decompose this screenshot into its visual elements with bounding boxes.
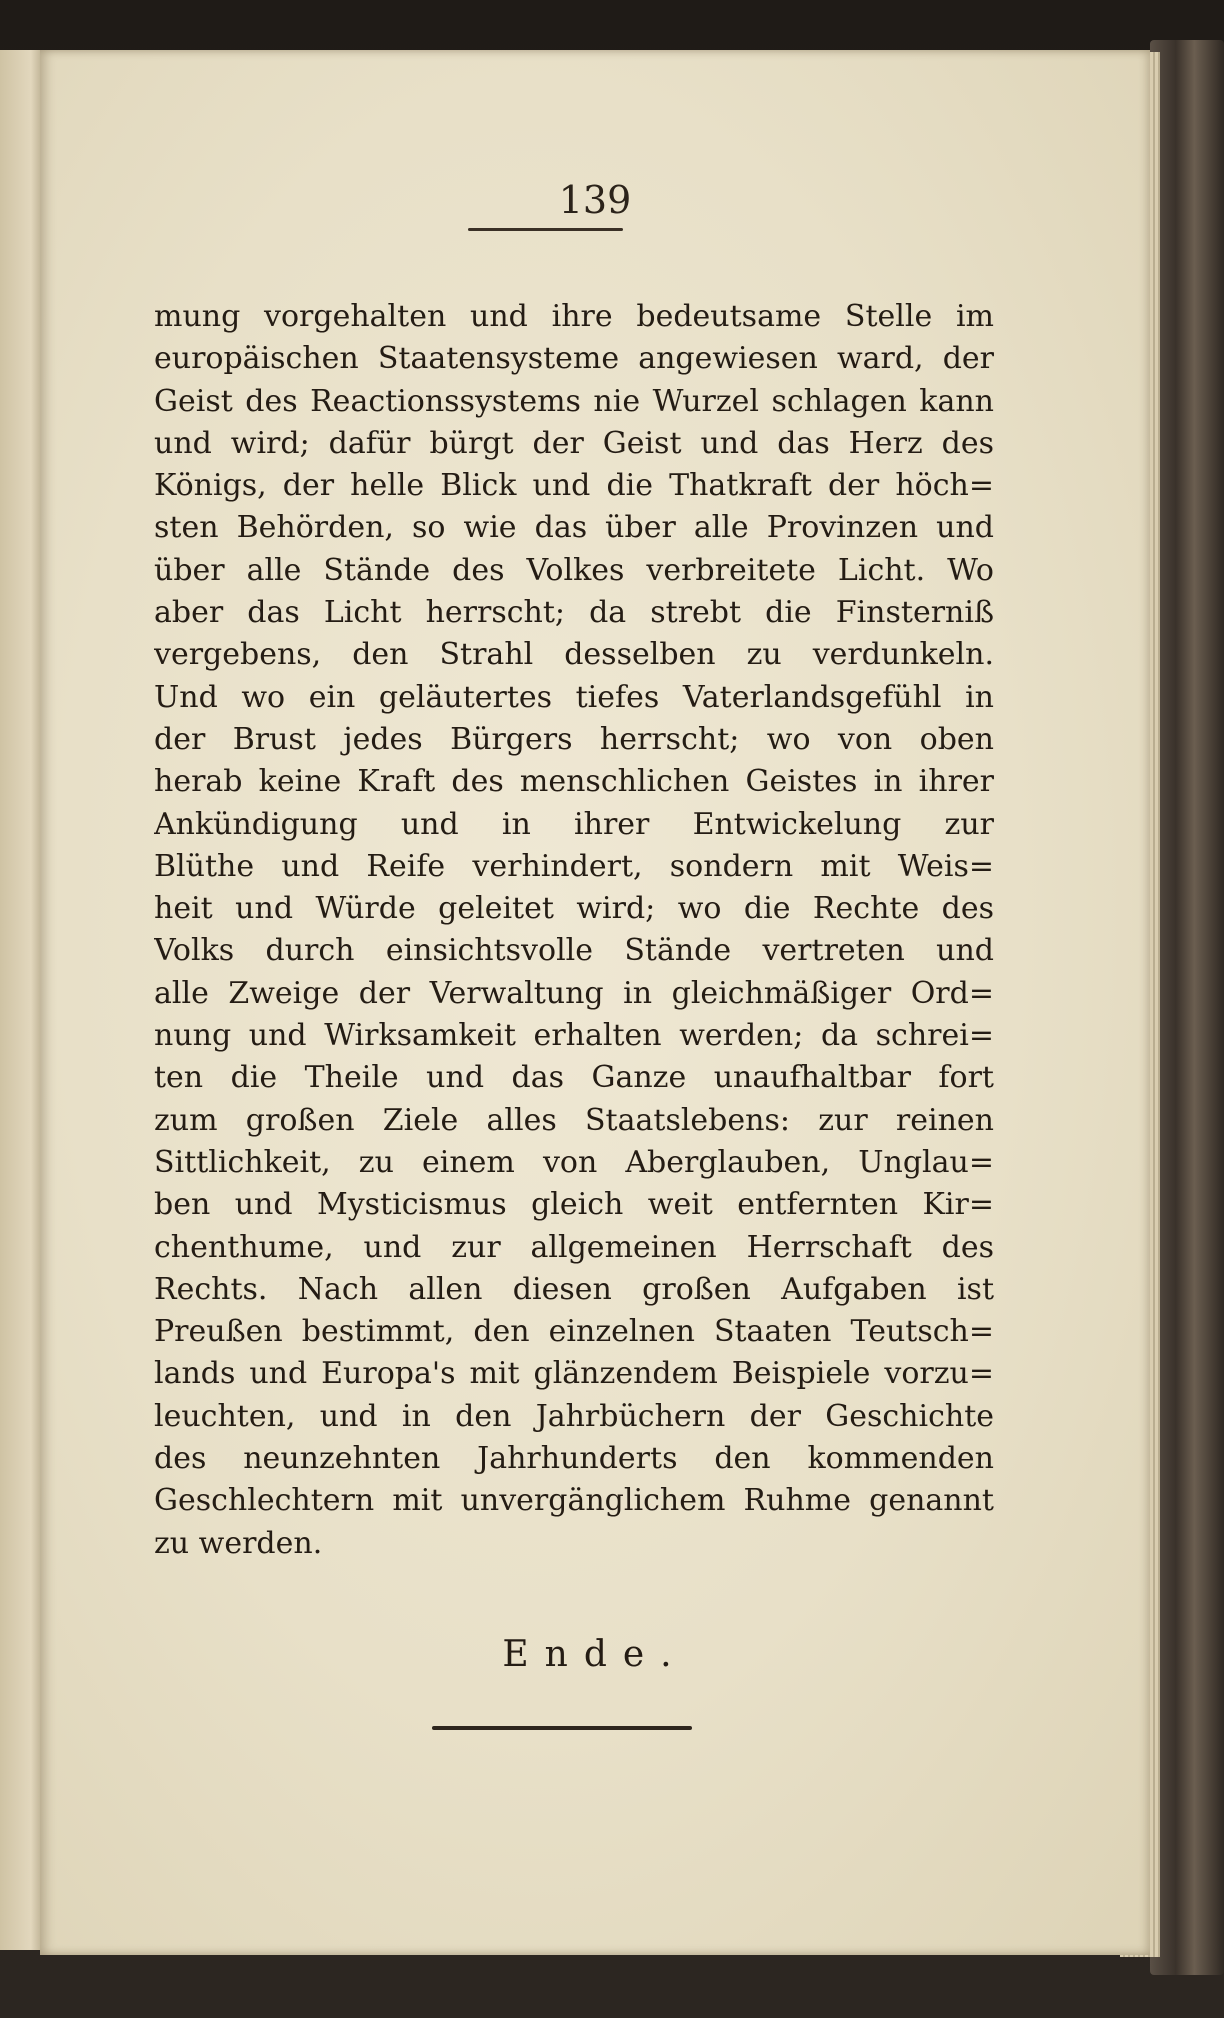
text-line: Preußen bestimmt, den einzelnen Staaten Teutsch=: [154, 1314, 994, 1350]
body-text: [154, 296, 994, 1565]
text-line: chenthume, und zur allgemeinen Herrschaft des: [154, 1229, 994, 1265]
book-cover-edge: [1150, 40, 1224, 1975]
header-rule: [468, 228, 623, 231]
facing-page-edge: [0, 50, 44, 1950]
text-line: Volks durch einsichtsvolle Stände vertreten und: [154, 933, 994, 969]
text-line: ben und Mysticismus gleich weit entfernten Kir=: [154, 1187, 994, 1223]
closing-word: Ende.: [502, 1634, 688, 1675]
text-line: europäischen Staatensysteme angewiesen ward, der: [154, 341, 994, 377]
text-line: Ankündigung und in ihrer Entwickelung zur: [154, 806, 994, 842]
text-line: leuchten, und in den Jahrbüchern der Geschichte: [154, 1398, 994, 1434]
text-line: Sittlichkeit, zu einem von Aberglauben, Unglau=: [154, 1144, 994, 1180]
text-line: zum großen Ziele alles Staatslebens: zur reinen: [154, 1102, 994, 1138]
book-page: [40, 50, 1150, 1955]
text-line: Blüthe und Reife verhindert, sondern mit Weis=: [154, 848, 994, 884]
text-line: Rechts. Nach allen diesen großen Aufgaben ist: [154, 1271, 994, 1307]
text-line: ten die Theile und das Ganze unaufhaltbar fort: [154, 1060, 994, 1096]
text-line: heit und Würde geleitet wird; wo die Rechte des: [154, 891, 994, 927]
text-line: mung vorgehalten und ihre bedeutsame Stelle im: [154, 299, 994, 334]
text-line: Und wo ein geläutertes tiefes Vaterlandsgefühl in: [154, 679, 994, 715]
text-line: zu werden.: [154, 1525, 323, 1561]
text-line: über alle Stände des Volkes verbreitete Licht. Wo: [154, 552, 994, 588]
text-line: sten Behörden, so wie das über alle Provinzen und: [154, 510, 994, 546]
text-line: des neunzehnten Jahrhunderts den kommenden: [154, 1441, 994, 1477]
text-line: alle Zweige der Verwaltung in gleichmäßiger Ord=: [154, 975, 994, 1011]
text-line: herab keine Kraft des menschlichen Geistes in ihrer: [154, 764, 994, 800]
text-line: der Brust jedes Bürgers herrscht; wo von oben: [154, 721, 994, 757]
text-line: nung und Wirksamkeit erhalten werden; da schrei=: [154, 1018, 994, 1054]
text-line: Königs, der helle Blick und die Thatkraft der höch=: [154, 468, 994, 504]
text-line: aber das Licht herrscht; da strebt die Finsterniß: [154, 595, 994, 631]
text-line: Geist des Reactionssystems nie Wurzel schlagen kann: [154, 383, 994, 419]
closing-rule: [432, 1726, 692, 1730]
text-line: vergebens, den Strahl desselben zu verdunkeln.: [154, 637, 994, 673]
text-line: und wird; dafür bürgt der Geist und das Herz des: [154, 425, 994, 461]
page-number: 139: [558, 178, 632, 222]
text-line: lands und Europa's mit glänzendem Beispiele vorzu=: [154, 1356, 994, 1392]
text-line: Geschlechtern mit unvergänglichem Ruhme genannt: [154, 1483, 994, 1519]
